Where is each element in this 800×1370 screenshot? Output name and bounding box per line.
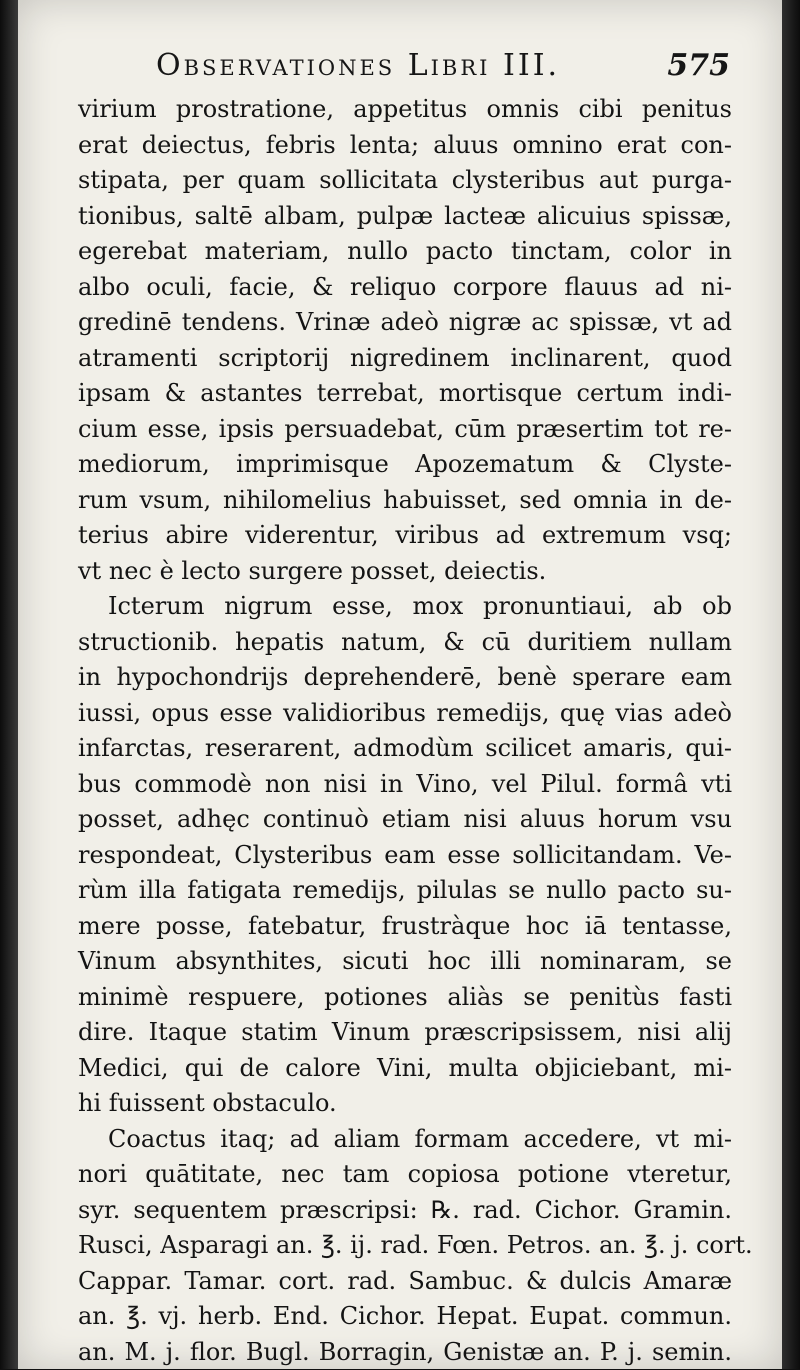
text-line: an. ℥. vj. herb. End. Cichor. Hepat. Eupat. commun. bbox=[78, 1299, 732, 1335]
running-head: Observationes Libri III. bbox=[156, 48, 560, 83]
text-line: egerebat materiam, nullo pacto tinctam, color in bbox=[78, 234, 732, 270]
text-line: Medici, qui de calore Vini, multa objiciebant, mi- bbox=[78, 1051, 732, 1087]
paragraph-3 bbox=[78, 1122, 732, 1370]
text-line: nori quātitate, nec tam copiosa potione vteretur, bbox=[78, 1157, 732, 1193]
text-line: dire. Itaque statim Vinum præscripsissem, nisi alij bbox=[78, 1015, 732, 1051]
page-number: 575 bbox=[667, 48, 730, 83]
text-line: tionibus, saltē albam, pulpæ lacteæ alicuius spissæ, bbox=[78, 199, 732, 235]
paragraph-1 bbox=[78, 92, 732, 589]
text-line: virium prostratione, appetitus omnis cibi penitus bbox=[78, 92, 732, 128]
text-line: hi fuissent obstaculo. bbox=[78, 1086, 732, 1122]
text-line: Vinum absynthites, sicuti hoc illi nominaram, se bbox=[78, 944, 732, 980]
body-text bbox=[78, 92, 732, 1370]
text-line: rùm illa fatigata remedijs, pilulas se nullo pacto su- bbox=[78, 873, 732, 909]
text-line: vt nec è lecto surgere posset, deiectis. bbox=[78, 554, 732, 590]
text-line: Cappar. Tamar. cort. rad. Sambuc. & dulcis Amaræ bbox=[78, 1264, 732, 1300]
left-page-edge bbox=[0, 0, 18, 1369]
text-line: an. M. j. flor. Bugl. Borragin, Genistæ an. P. j. semin. bbox=[78, 1335, 732, 1370]
text-line: albo oculi, facie, & reliquo corpore flauus ad ni- bbox=[78, 270, 732, 306]
text-line: cium esse, ipsis persuadebat, cūm præsertim tot re- bbox=[78, 412, 732, 448]
text-line: iussi, opus esse validioribus remedijs, quę vias adeò bbox=[78, 696, 732, 732]
book-page bbox=[18, 0, 782, 1369]
text-line: bus commodè non nisi in Vino, vel Pilul. formâ vti bbox=[78, 767, 732, 803]
text-line: terius abire viderentur, viribus ad extremum vsq; bbox=[78, 518, 732, 554]
text-line: Rusci, Asparagi an. ℥. ij. rad. Fœn. Petros. an. ℥. j. cort. bbox=[78, 1228, 732, 1264]
text-line: respondeat, Clysteribus eam esse sollicitandam. Ve- bbox=[78, 838, 732, 874]
text-line: stipata, per quam sollicitata clysteribus aut purga- bbox=[78, 163, 732, 199]
text-line: gredinē tendens. Vrinæ adeò nigræ ac spissæ, vt ad bbox=[78, 305, 732, 341]
page-header bbox=[136, 46, 736, 90]
text-line: structionib. hepatis natum, & cū duritiem nullam bbox=[78, 625, 732, 661]
text-line: posset, adhęc continuò etiam nisi aluus horum vsu bbox=[78, 802, 732, 838]
text-line: ipsam & astantes terrebat, mortisque certum indi- bbox=[78, 376, 732, 412]
text-line: in hypochondrijs deprehenderē, benè sperare eam bbox=[78, 660, 732, 696]
text-line: Coactus itaq; ad aliam formam accedere, vt mi- bbox=[78, 1122, 732, 1158]
text-line: infarctas, reserarent, admodùm scilicet amaris, qui- bbox=[78, 731, 732, 767]
text-line: mediorum, imprimisque Apozematum & Clyste- bbox=[78, 447, 732, 483]
text-line: Icterum nigrum esse, mox pronuntiaui, ab ob bbox=[78, 589, 732, 625]
text-line: rum vsum, nihilomelius habuisset, sed omnia in de- bbox=[78, 483, 732, 519]
text-line: syr. sequentem præscripsi: ℞. rad. Cichor. Gramin. bbox=[78, 1193, 732, 1229]
right-page-edge bbox=[782, 0, 800, 1369]
text-line: mere posse, fatebatur, frustràque hoc iā tentasse, bbox=[78, 909, 732, 945]
text-line: minimè respuere, potiones aliàs se penitùs fasti bbox=[78, 980, 732, 1016]
text-line: atramenti scriptorij nigredinem inclinarent, quod bbox=[78, 341, 732, 377]
paragraph-2 bbox=[78, 589, 732, 1122]
text-line: erat deiectus, febris lenta; aluus omnino erat con- bbox=[78, 128, 732, 164]
